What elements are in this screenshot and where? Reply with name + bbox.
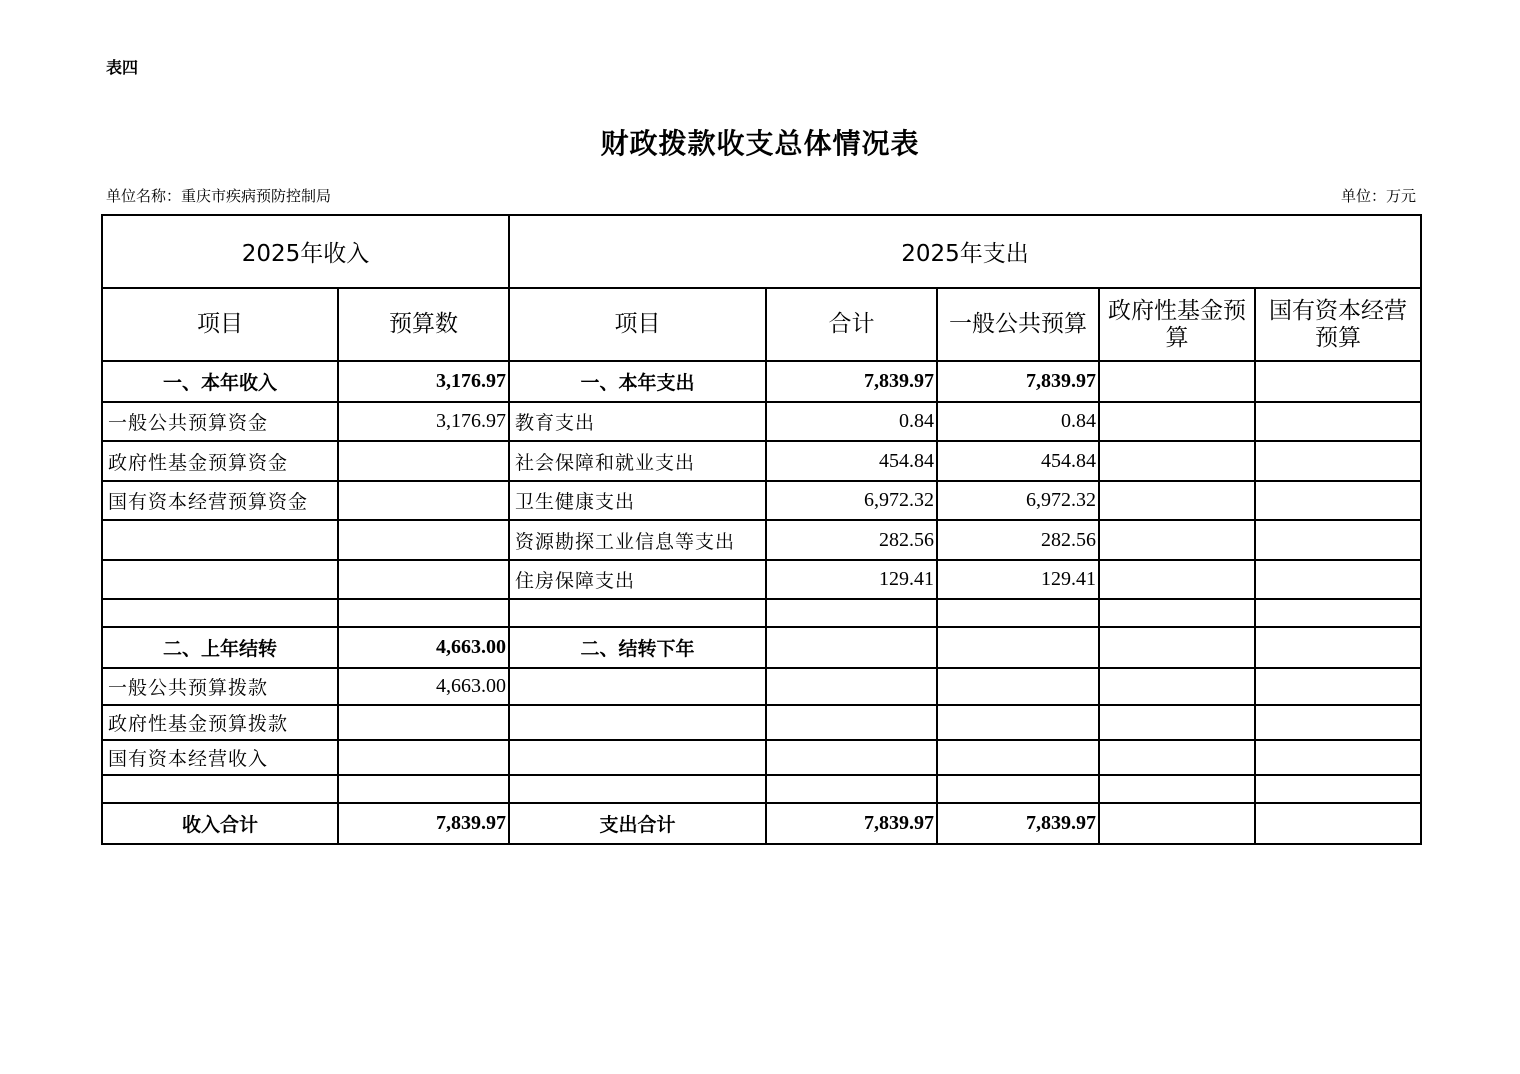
table-row [102,361,1421,402]
income-group-header: 2025年收入 [102,215,509,288]
expense-state-capital-cell [1255,361,1421,402]
income-budget-cell [338,520,509,560]
table-row [102,441,1421,481]
income-budget-cell [338,599,509,627]
table-row [102,627,1421,668]
expense-general-cell: 0.84 [937,402,1099,441]
col-header-gov-fund: 政府性基金预算 [1099,288,1255,361]
expense-item-cell [509,740,766,775]
income-budget-cell [338,775,509,803]
table-row [102,803,1421,844]
income-budget-cell [338,441,509,481]
expense-item-cell [509,668,766,705]
income-item-cell: 二、上年结转 [102,627,338,668]
expense-state-capital-cell [1255,803,1421,844]
expense-item-cell: 一、本年支出 [509,361,766,402]
expense-state-capital-cell [1255,740,1421,775]
expense-state-capital-cell [1255,560,1421,599]
expense-item-cell [509,775,766,803]
unit-name: 单位名称：重庆市疾病预防控制局 [106,187,332,205]
expense-total-cell: 7,839.97 [766,803,937,844]
expense-item-cell [509,599,766,627]
expense-item-cell: 二、结转下年 [509,627,766,668]
expense-gov-fund-cell [1099,668,1255,705]
expense-gov-fund-cell [1099,481,1255,520]
expense-gov-fund-cell [1099,705,1255,740]
expense-general-cell: 454.84 [937,441,1099,481]
table-row [102,775,1421,803]
income-item-cell [102,599,338,627]
expense-state-capital-cell [1255,775,1421,803]
expense-total-cell: 282.56 [766,520,937,560]
expense-item-cell: 支出合计 [509,803,766,844]
col-header-expense-item: 项目 [509,288,766,361]
expense-gov-fund-cell [1099,740,1255,775]
col-header-total: 合计 [766,288,937,361]
income-item-cell: 政府性基金预算资金 [102,441,338,481]
income-item-cell [102,775,338,803]
expense-general-cell: 7,839.97 [937,803,1099,844]
expense-total-cell [766,668,937,705]
expense-state-capital-cell [1255,402,1421,441]
table-row [102,740,1421,775]
income-budget-cell [338,481,509,520]
table-number-label: 表四 [106,58,139,77]
expense-general-cell [937,627,1099,668]
expense-general-cell [937,775,1099,803]
income-item-cell [102,520,338,560]
income-budget-cell: 3,176.97 [338,402,509,441]
expense-total-cell: 7,839.97 [766,361,937,402]
income-budget-cell: 3,176.97 [338,361,509,402]
expense-total-cell [766,775,937,803]
expense-general-cell [937,599,1099,627]
income-item-cell: 一、本年收入 [102,361,338,402]
expense-item-cell: 社会保障和就业支出 [509,441,766,481]
table-row [102,520,1421,560]
table-row [102,705,1421,740]
expense-general-cell: 282.56 [937,520,1099,560]
expense-state-capital-cell [1255,627,1421,668]
expense-gov-fund-cell [1099,402,1255,441]
table-row [102,560,1421,599]
expense-gov-fund-cell [1099,361,1255,402]
income-budget-cell: 7,839.97 [338,803,509,844]
income-budget-cell [338,560,509,599]
income-budget-cell [338,740,509,775]
income-budget-cell: 4,663.00 [338,627,509,668]
expense-total-cell [766,627,937,668]
currency-unit: 单位：万元 [1340,187,1416,205]
expense-item-cell [509,705,766,740]
expense-total-cell: 6,972.32 [766,481,937,520]
expense-total-cell: 454.84 [766,441,937,481]
col-header-budget: 预算数 [338,288,509,361]
expense-gov-fund-cell [1099,560,1255,599]
expense-general-cell [937,740,1099,775]
expense-general-cell [937,705,1099,740]
expense-general-cell: 129.41 [937,560,1099,599]
income-item-cell: 国有资本经营收入 [102,740,338,775]
expense-gov-fund-cell [1099,520,1255,560]
income-budget-cell [338,705,509,740]
budget-table [101,214,1422,845]
income-item-cell: 一般公共预算拨款 [102,668,338,705]
income-item-cell [102,560,338,599]
expense-gov-fund-cell [1099,599,1255,627]
expense-general-cell: 6,972.32 [937,481,1099,520]
expense-gov-fund-cell [1099,775,1255,803]
table-row [102,599,1421,627]
expense-total-cell [766,740,937,775]
table-row [102,481,1421,520]
income-item-cell: 收入合计 [102,803,338,844]
expense-general-cell [937,668,1099,705]
expense-state-capital-cell [1255,441,1421,481]
expense-item-cell: 住房保障支出 [509,560,766,599]
expense-total-cell: 0.84 [766,402,937,441]
col-header-general-budget: 一般公共预算 [937,288,1099,361]
expense-total-cell [766,705,937,740]
expense-item-cell: 教育支出 [509,402,766,441]
expense-total-cell [766,599,937,627]
expense-state-capital-cell [1255,705,1421,740]
expense-general-cell: 7,839.97 [937,361,1099,402]
expense-state-capital-cell [1255,520,1421,560]
income-item-cell: 一般公共预算资金 [102,402,338,441]
expense-total-cell: 129.41 [766,560,937,599]
income-budget-cell: 4,663.00 [338,668,509,705]
expense-gov-fund-cell [1099,627,1255,668]
expense-state-capital-cell [1255,599,1421,627]
col-header-income-item: 项目 [102,288,338,361]
expense-state-capital-cell [1255,481,1421,520]
page-title: 财政拨款收支总体情况表 [600,127,920,160]
table-row [102,668,1421,705]
expense-item-cell: 资源勘探工业信息等支出 [509,520,766,560]
expense-gov-fund-cell [1099,441,1255,481]
income-item-cell: 国有资本经营预算资金 [102,481,338,520]
col-header-state-capital: 国有资本经营预算 [1255,288,1421,361]
income-item-cell: 政府性基金预算拨款 [102,705,338,740]
expense-group-header: 2025年支出 [509,215,1421,288]
table-row [102,402,1421,441]
expense-state-capital-cell [1255,668,1421,705]
expense-gov-fund-cell [1099,803,1255,844]
expense-item-cell: 卫生健康支出 [509,481,766,520]
